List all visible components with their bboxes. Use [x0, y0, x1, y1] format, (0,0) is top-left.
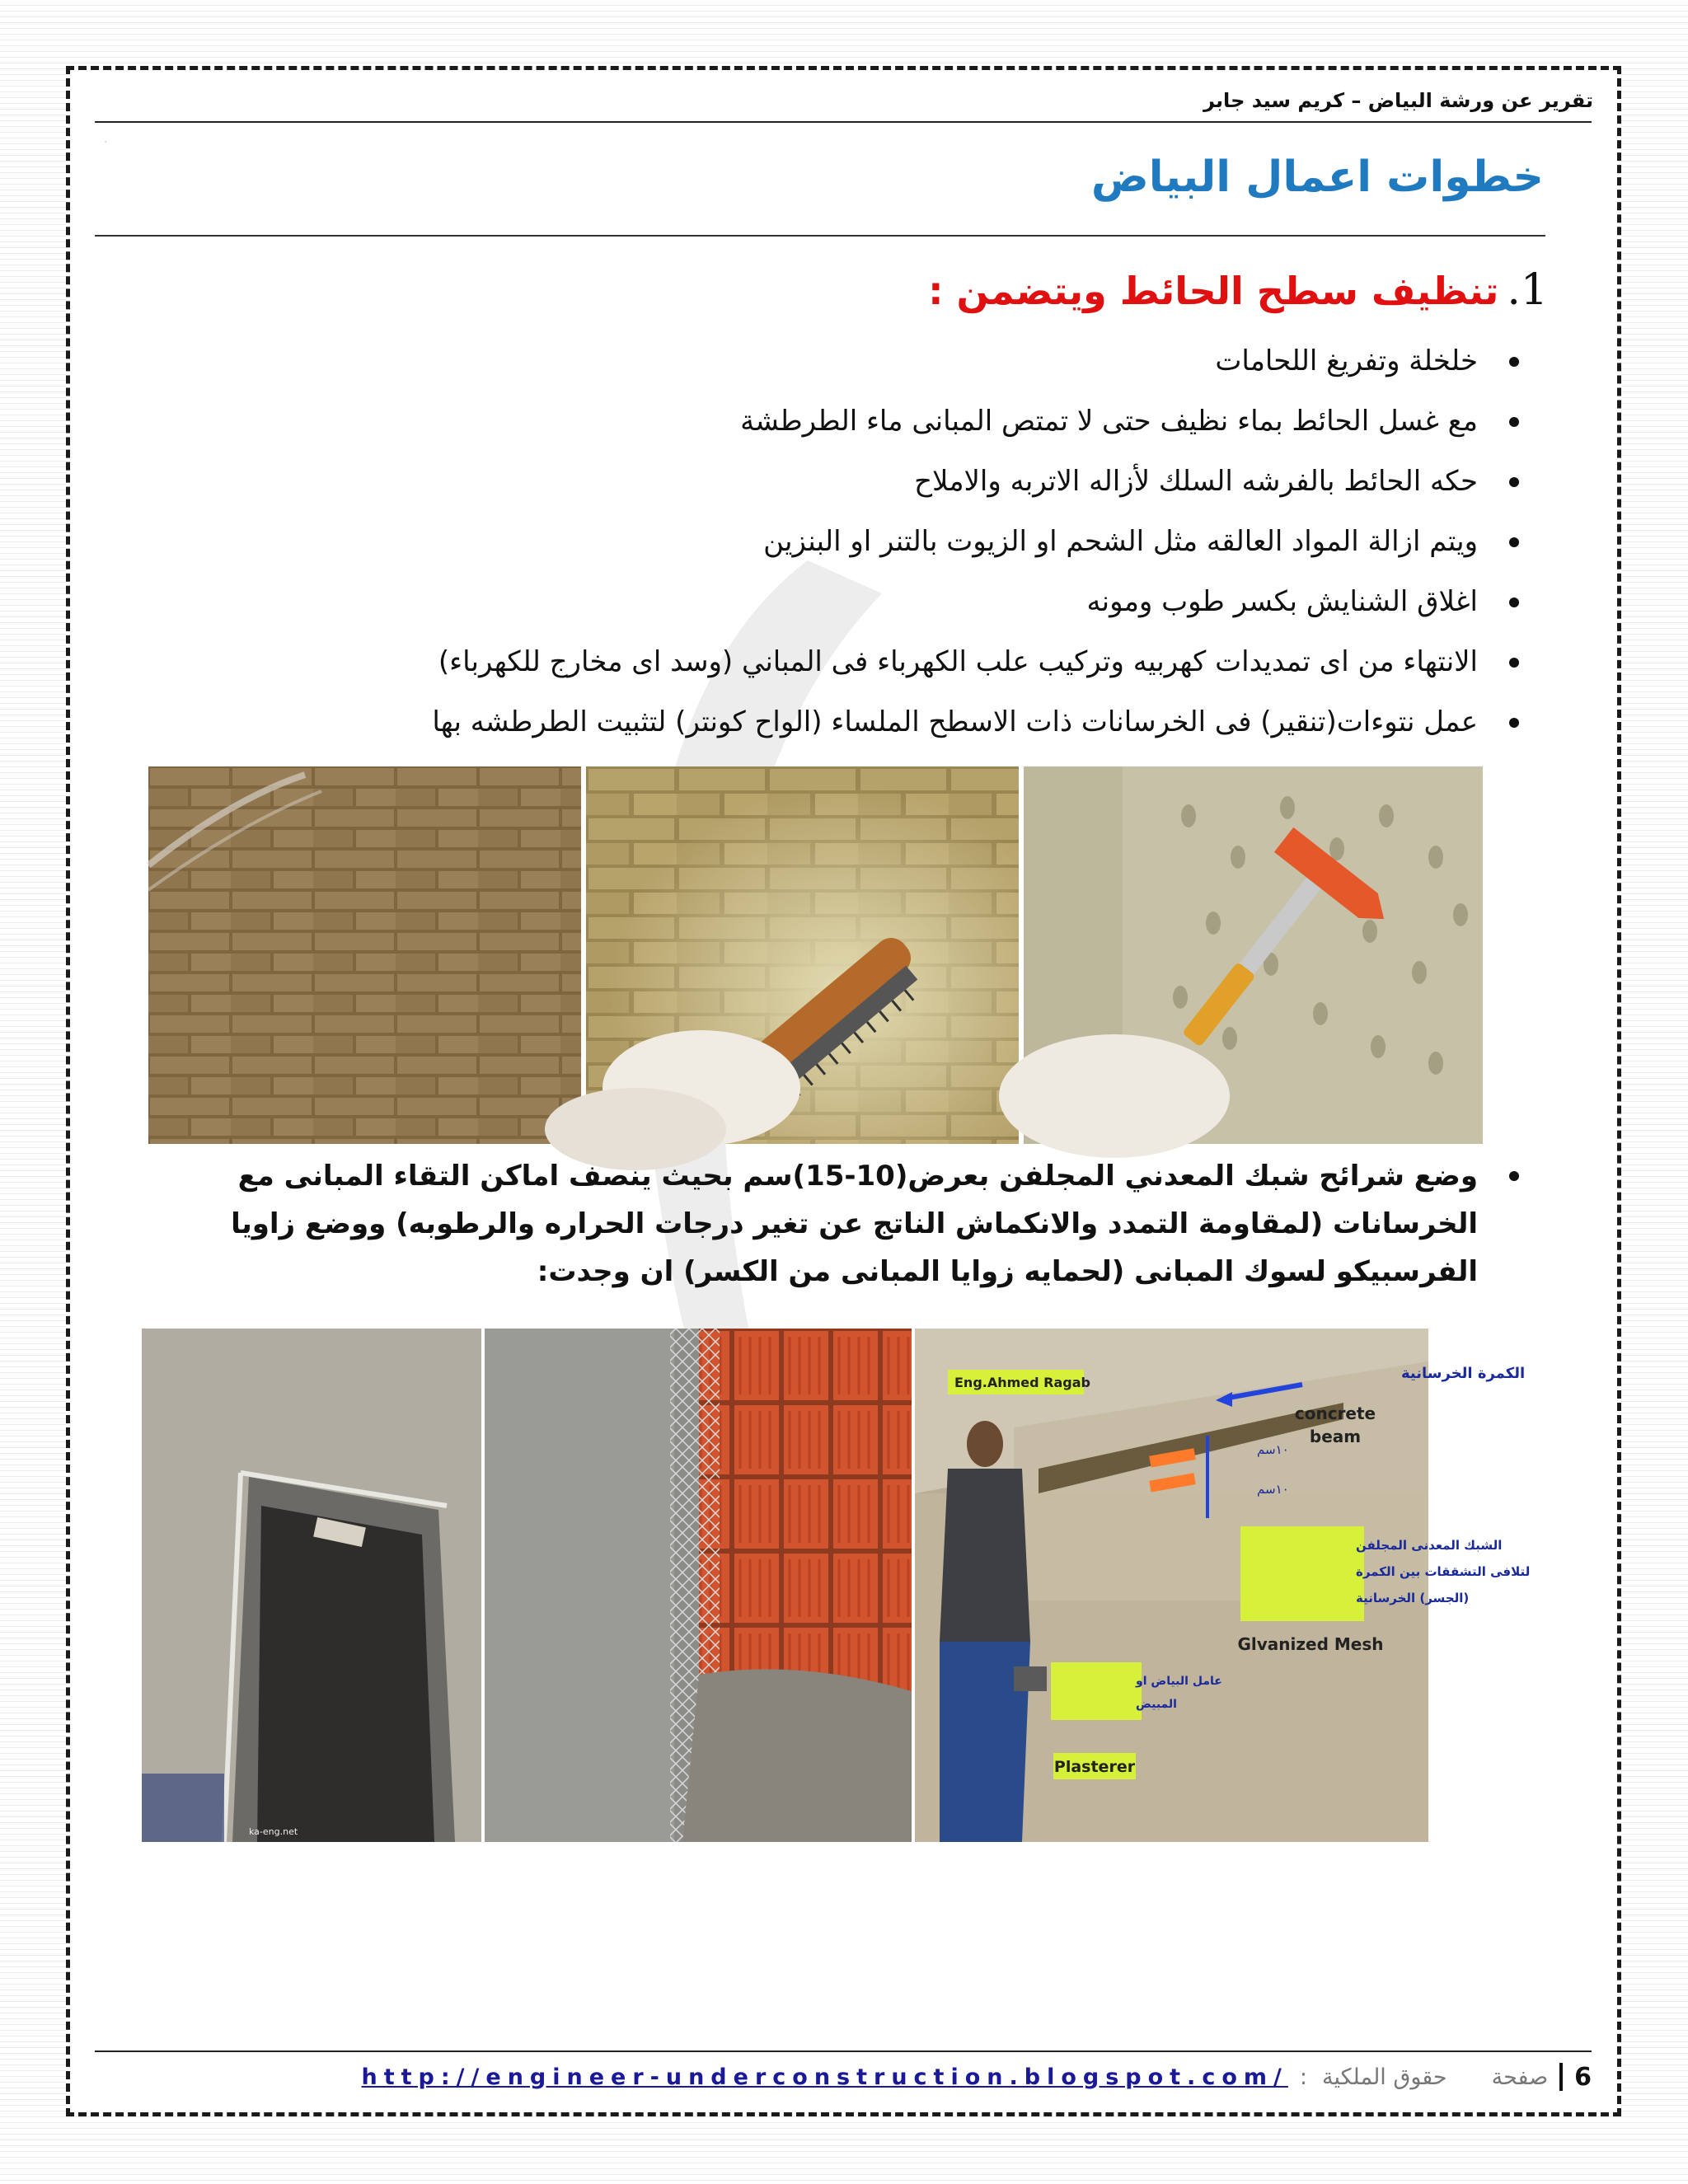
mesh-line-1: وضع شرائح شبك المعدني المجلفن بعرض(10-15)سم بحيث ينصف اماكن التقاء المبانى مع — [237, 1160, 1478, 1193]
margin-mark: ' — [105, 140, 107, 148]
photo-mesh-on-brick — [485, 1329, 912, 1842]
header-divider — [95, 121, 1592, 123]
list-item — [118, 513, 1519, 574]
bullet-dot — [1509, 658, 1519, 668]
mesh-label-ar-2: لتلافى التشققات بين الكمرة — [1356, 1564, 1531, 1579]
page-number: 6 — [1574, 2062, 1592, 2092]
cleaning-steps-list — [118, 333, 1519, 754]
page-word: صفحة — [1491, 2064, 1549, 2090]
list-item — [118, 574, 1519, 634]
mesh-instruction — [143, 1152, 1519, 1296]
list-item-text: الانتهاء من اى تمديدات كهربيه وتركيب علب الكهرباء فى المباني (وسد اى مخارج للكهرباء) — [438, 645, 1478, 678]
bullet-dot — [1509, 598, 1519, 607]
bullet-dot — [1509, 718, 1519, 728]
photo-corner-bead-opening — [142, 1329, 481, 1842]
copyright-text: حقوق الملكية — [1321, 2064, 1447, 2090]
list-item-text: خلخلة وتفريغ اللحامات — [1215, 344, 1478, 377]
cleaning-photos — [148, 766, 1483, 1144]
worker-label-ar-1: عامل البياض او — [1136, 1675, 1222, 1688]
footer-separator: : — [1299, 2064, 1311, 2090]
photo-washed-brick-wall — [148, 766, 581, 1144]
title-divider — [95, 235, 1545, 237]
section-title: خطوات اعمال البياض — [1090, 152, 1544, 202]
step-heading-text: تنظيف سطح الحائط ويتضمن : — [928, 269, 1499, 313]
beam-label-ar: الكمرة الخرسانية — [1401, 1365, 1526, 1382]
list-item-text: اغلاق الشنايش بكسر طوب ومونه — [1086, 585, 1478, 618]
photo-hammer-chipping — [1024, 766, 1483, 1144]
photo-galvanized-mesh-diagram — [915, 1329, 1531, 1842]
list-item — [118, 333, 1519, 393]
mesh-label-en: Glvanized Mesh — [1237, 1634, 1384, 1654]
mesh-photos — [142, 1329, 1531, 1842]
photo-wire-brush — [586, 766, 1019, 1144]
site-watermark-text: ka-eng.net — [249, 1826, 298, 1837]
worker-label-en: Plasterer — [1053, 1758, 1136, 1776]
footer-bar — [1559, 2063, 1563, 2091]
blog-link[interactable]: http://engineer-underconstruction.blogspot.com/ — [361, 2064, 1288, 2090]
list-item-text: حكه الحائط بالفرشه السلك لأزاله الاتربه والاملاح — [914, 465, 1478, 498]
step-heading — [928, 265, 1548, 315]
bullet-dot — [1509, 417, 1519, 427]
list-item-text: مع غسل الحائط بماء نظيف حتى لا تمتص المبانى ماء الطرطشة — [740, 405, 1478, 438]
footer-divider — [95, 2050, 1592, 2052]
worker-label-ar-2: المبيض — [1136, 1698, 1177, 1711]
beam-label-en-1: concrete — [1294, 1404, 1376, 1423]
mesh-label-ar-1: الشبك المعدنى المجلفن — [1356, 1538, 1503, 1553]
page-footer — [185, 2056, 1592, 2097]
list-item — [118, 393, 1519, 453]
bullet-dot — [1509, 537, 1519, 547]
step-number: 1. — [1507, 265, 1548, 315]
list-item — [118, 634, 1519, 694]
credit-label: Eng.Ahmed Ragab — [954, 1375, 1090, 1390]
page-header: تقرير عن ورشة البياض – كريم سيد جابر — [1203, 89, 1593, 112]
list-item-text: عمل نتوءات(تنقير) فى الخرسانات ذات الاسطح الملساء (الواح كونتر) لتثبيت الطرطشه بها — [432, 705, 1478, 738]
list-item-text: ويتم ازالة المواد العالقه مثل الشحم او الزيوت بالتنر او البنزين — [763, 525, 1478, 558]
cm-label-2: ١٠سم — [1257, 1482, 1289, 1497]
bullet-dot — [1509, 477, 1519, 487]
mesh-label-ar-3: (الجسر) الخرسانية — [1356, 1591, 1470, 1605]
bullet-dot — [1509, 357, 1519, 367]
beam-label-en-2: beam — [1309, 1427, 1362, 1446]
bullet-dot — [1509, 1171, 1519, 1181]
cm-label-1: ١٠سم — [1257, 1442, 1289, 1457]
list-item — [118, 694, 1519, 754]
mesh-line-3: الفرسبيكو لسوك المبانى (لحمايه زوايا المبانى من الكسر) ان وجدت: — [537, 1255, 1478, 1288]
mesh-line-2: الخرسانات (لمقاومة التمدد والانكماش الناتج عن تغير درجات الحراره والرطوبه) ووضع زاويا — [231, 1207, 1478, 1240]
list-item — [118, 453, 1519, 513]
